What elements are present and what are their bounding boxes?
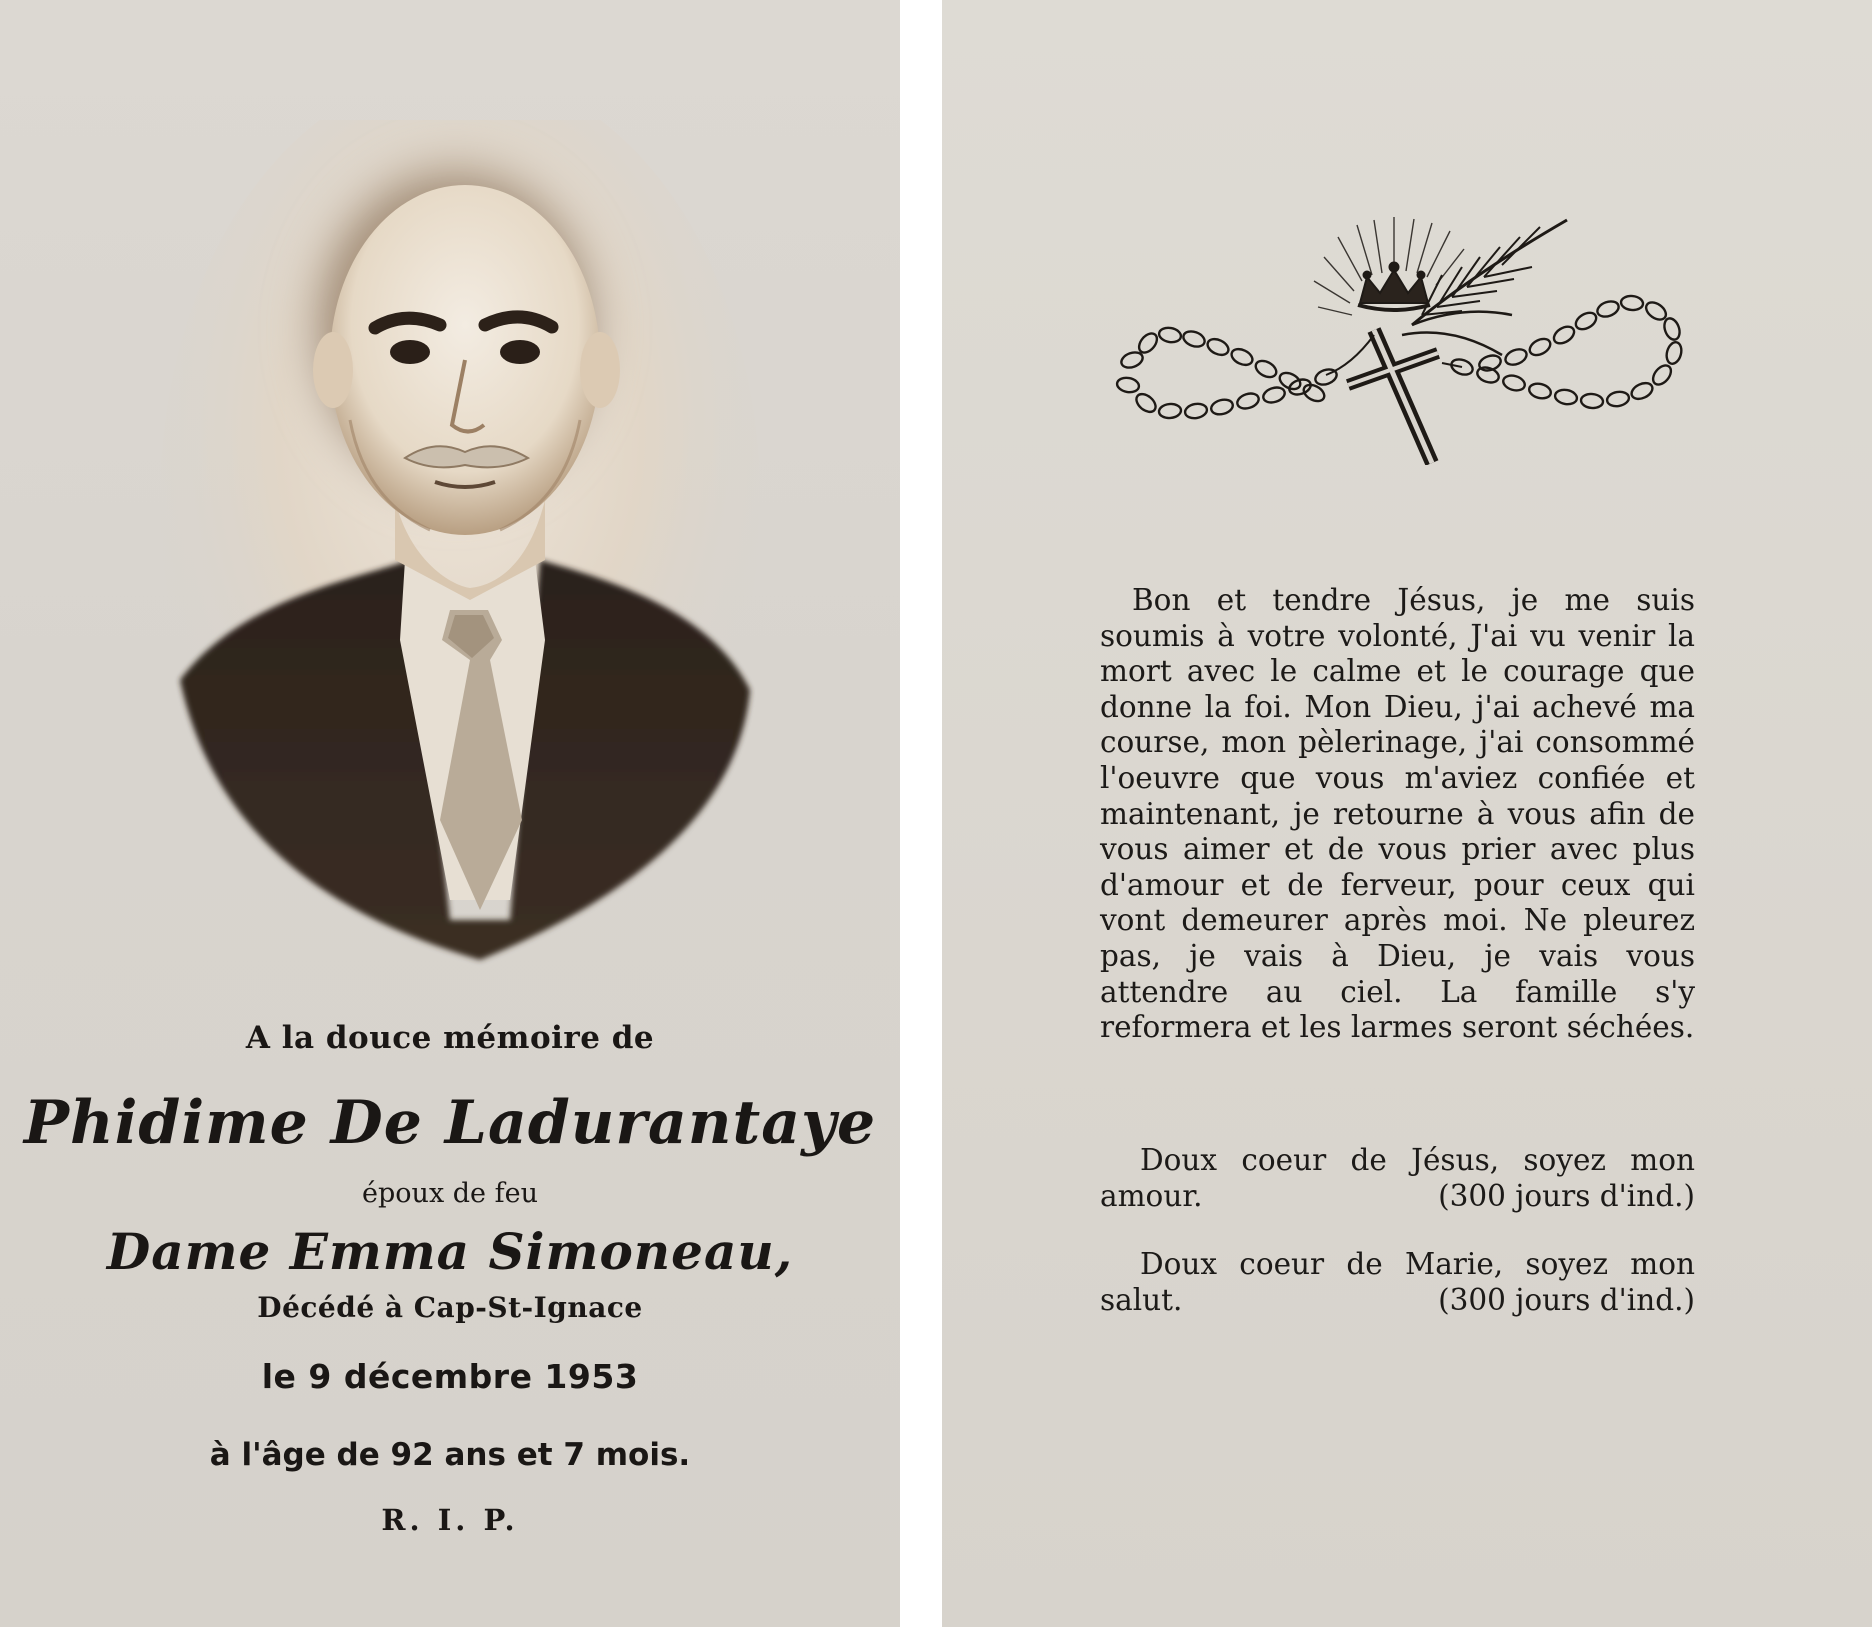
invocation-heart-of-jesus	[1100, 1143, 1695, 1214]
rip-line: R. I. P.	[381, 1503, 519, 1537]
memorial-card-back	[942, 0, 1872, 1627]
invocation-mary-end: salut.	[1100, 1282, 1183, 1317]
spouse-of-line: époux de feu	[362, 1178, 538, 1209]
age-line: à l'âge de 92 ans et 7 mois.	[209, 1437, 691, 1473]
spouse-name: Dame Emma Simoneau,	[106, 1222, 794, 1281]
portrait-photo	[150, 120, 770, 980]
prayer-paragraph: Bon et tendre Jésus, je me suis soumis à votre volonté, J'ai vu venir la mort avec le calme et le courage que donne la foi. Mon Dieu, j'ai achevé ma course, mon pèlerinage, j'ai consommé l'oeuvre que vous m'aviez confiée et maintenant, je retourne à vous afin de vous aimer et de vous prier avec plus d'amour et de ferveur, pour ceux qui vont demeurer après moi. Ne pleurez pas, je vais à Dieu, je vais vous attendre au ciel. La famille s'y reformera et les larmes seront séchées.	[1100, 583, 1695, 1045]
death-place-line: Décédé à Cap-St-Ignace	[257, 1291, 643, 1324]
indulgence-note-mary: (300 jours d'ind.)	[1438, 1282, 1695, 1317]
death-date-line: le 9 décembre 1953	[261, 1357, 639, 1396]
indulgence-note-jesus: (300 jours d'ind.)	[1438, 1178, 1695, 1213]
prayer-text	[1100, 583, 1695, 1046]
rosary-cross-crown-emblem	[1112, 215, 1712, 465]
invocation-jesus-line: Doux coeur de Jésus, soyez mon	[1140, 1143, 1695, 1177]
invocation-mary-line: Doux coeur de Marie, soyez mon	[1140, 1247, 1695, 1281]
invocation-jesus-end: amour.	[1100, 1178, 1203, 1213]
memory-intro-line: A la douce mémoire de	[245, 1020, 655, 1056]
invocation-heart-of-mary	[1100, 1247, 1695, 1318]
memorial-card-front	[0, 0, 900, 1627]
deceased-name: Phidime De Ladurantaye	[23, 1088, 877, 1158]
image-separator	[900, 0, 942, 1627]
